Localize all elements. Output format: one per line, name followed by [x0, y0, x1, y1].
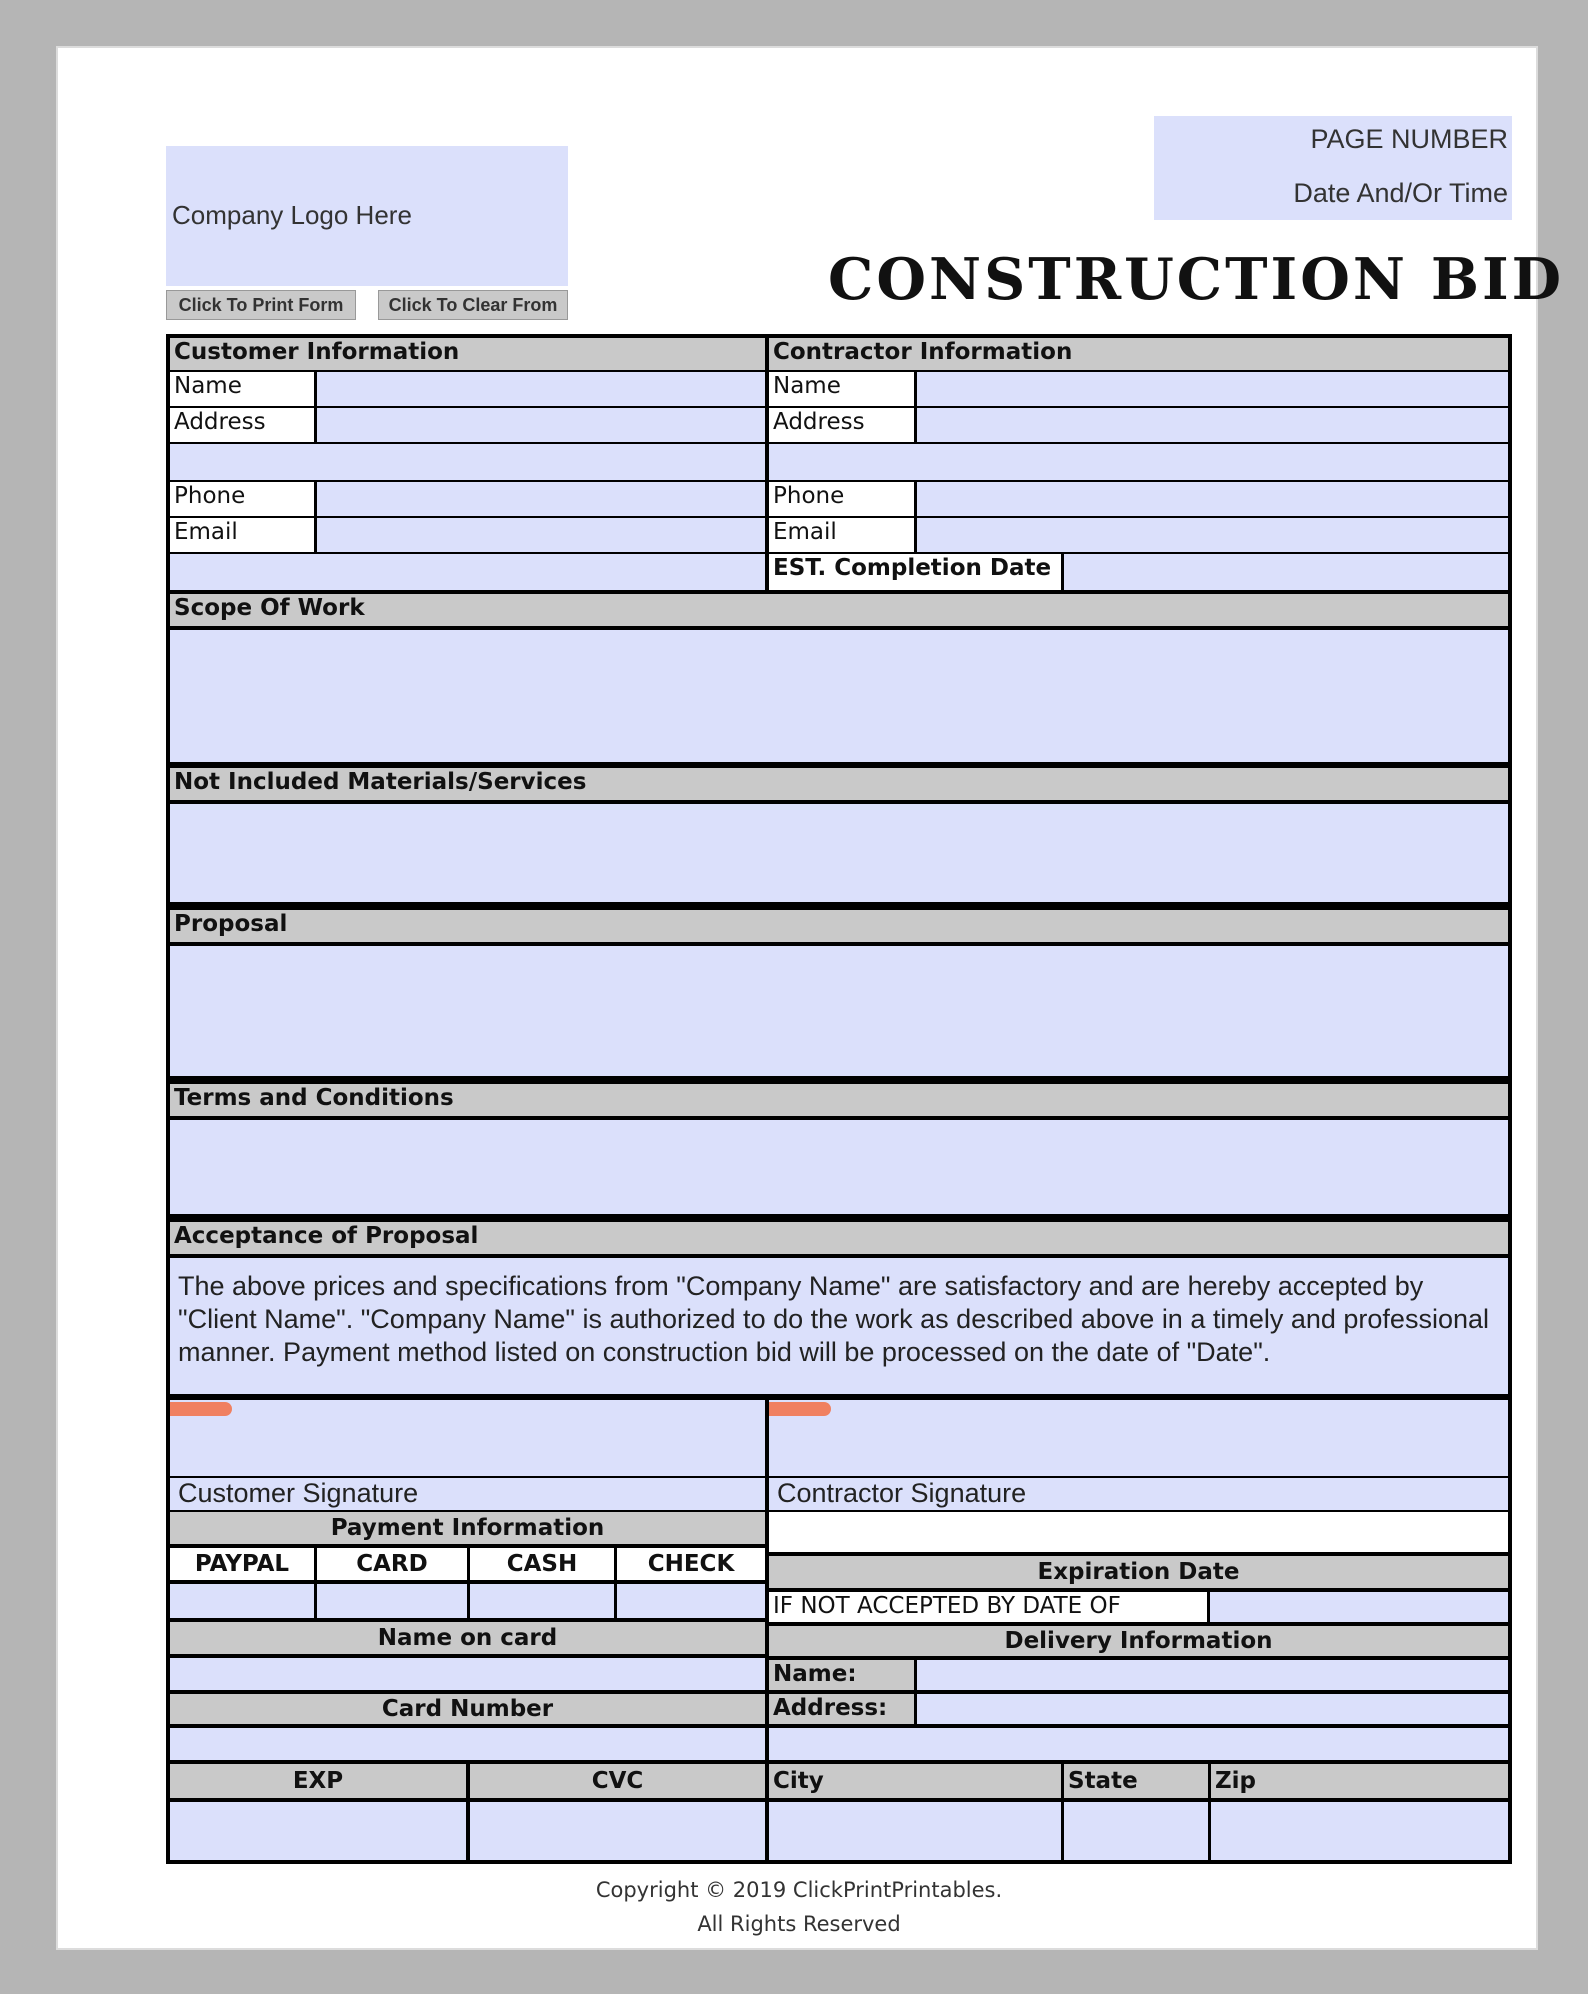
- delivery-address-field[interactable]: [917, 1694, 1508, 1724]
- page-info-box[interactable]: [1154, 116, 1512, 220]
- not-included-field[interactable]: [170, 804, 1508, 902]
- expiration-label: IF NOT ACCEPTED BY DATE OF: [769, 1592, 1207, 1622]
- name-on-card-field[interactable]: [170, 1658, 765, 1690]
- acceptance-text: The above prices and specifications from "Company Name" are satisfactory and are hereby accepted by "Client Name". "Company Name" is authorized to do the work as described above in a timely and professional manner. Payment method listed on construction bid will be processed on the date of "Date".: [170, 1258, 1508, 1394]
- cvc-field[interactable]: [470, 1802, 765, 1860]
- page-sheet: [56, 46, 1565, 1950]
- customer-extra-field[interactable]: [170, 554, 765, 590]
- card-number-field[interactable]: [170, 1728, 765, 1760]
- exp-field[interactable]: [170, 1802, 466, 1860]
- delivery-address-label: Address:: [769, 1694, 914, 1724]
- scope-heading: Scope Of Work: [170, 594, 1508, 626]
- customer-signature-field[interactable]: [170, 1400, 765, 1476]
- terms-heading: Terms and Conditions: [170, 1084, 1508, 1116]
- not-included-heading: Not Included Materials/Services: [170, 768, 1508, 800]
- customer-name-field[interactable]: [317, 372, 765, 406]
- acceptance-heading: Acceptance of Proposal: [170, 1222, 1508, 1254]
- zip-field[interactable]: [1211, 1802, 1508, 1860]
- customer-name-label: Name: [170, 372, 314, 406]
- proposal-field[interactable]: [170, 946, 1508, 1076]
- completion-date-field[interactable]: [1064, 554, 1508, 590]
- contractor-name-label: Name: [769, 372, 914, 406]
- expiration-date-field[interactable]: [1210, 1592, 1508, 1622]
- completion-date-label: EST. Completion Date: [769, 554, 1061, 590]
- state-field[interactable]: [1064, 1802, 1208, 1860]
- method-check-label: CHECK: [617, 1548, 765, 1580]
- terms-field[interactable]: [170, 1120, 1508, 1214]
- sign-here-tag: [769, 1402, 831, 1416]
- contractor-info-heading: Contractor Information: [769, 338, 1508, 370]
- card-number-heading: Card Number: [170, 1694, 765, 1724]
- rights-text: All Rights Reserved: [697, 1912, 901, 1936]
- copyright-text: Copyright © 2019 ClickPrintPrintables.: [595, 1878, 1003, 1902]
- customer-address-line2-field[interactable]: [170, 444, 765, 480]
- paypal-checkbox[interactable]: [170, 1584, 314, 1618]
- delivery-name-field[interactable]: [917, 1660, 1508, 1690]
- card-checkbox[interactable]: [317, 1584, 467, 1618]
- contractor-email-field[interactable]: [917, 518, 1508, 552]
- contractor-phone-label: Phone: [769, 482, 914, 516]
- bid-form: [166, 334, 1512, 1864]
- date-time: Date And/Or Time: [1293, 178, 1508, 208]
- zip-label: Zip: [1211, 1764, 1508, 1798]
- page-title: CONSTRUCTION BID: [828, 246, 1565, 313]
- expiration-heading: Expiration Date: [769, 1556, 1508, 1588]
- contractor-signature-field[interactable]: [769, 1400, 1508, 1476]
- contractor-name-field[interactable]: [917, 372, 1508, 406]
- logo-text: Company Logo Here: [172, 200, 412, 230]
- customer-address-field[interactable]: [317, 408, 765, 442]
- contractor-signature-label: Contractor Signature: [769, 1478, 1508, 1510]
- sign-here-tag: [170, 1402, 232, 1416]
- contractor-address-label: Address: [769, 408, 914, 442]
- check-checkbox[interactable]: [617, 1584, 765, 1618]
- customer-address-label: Address: [170, 408, 314, 442]
- cash-checkbox[interactable]: [470, 1584, 614, 1618]
- payment-heading: Payment Information: [170, 1512, 765, 1544]
- method-paypal-label: PAYPAL: [170, 1548, 314, 1580]
- scope-field[interactable]: [170, 630, 1508, 762]
- contractor-phone-field[interactable]: [917, 482, 1508, 516]
- company-logo-placeholder[interactable]: [166, 146, 568, 286]
- print-form-button[interactable]: Click To Print Form: [166, 290, 356, 320]
- clear-form-button[interactable]: Click To Clear From: [378, 290, 568, 320]
- customer-phone-label: Phone: [170, 482, 314, 516]
- delivery-name-label: Name:: [769, 1660, 914, 1690]
- state-label: State: [1064, 1764, 1208, 1798]
- customer-email-field[interactable]: [317, 518, 765, 552]
- contractor-signature-date-field[interactable]: [769, 1512, 1508, 1552]
- contractor-address-line2-field[interactable]: [769, 444, 1508, 480]
- delivery-address-line2-field[interactable]: [769, 1728, 1508, 1760]
- method-card-label: CARD: [317, 1548, 467, 1580]
- name-on-card-heading: Name on card: [170, 1622, 765, 1654]
- customer-phone-field[interactable]: [317, 482, 765, 516]
- cvc-heading: CVC: [470, 1764, 765, 1798]
- exp-heading: EXP: [170, 1764, 466, 1798]
- city-label: City: [769, 1764, 1061, 1798]
- customer-signature-label: Customer Signature: [170, 1478, 765, 1510]
- city-field[interactable]: [769, 1802, 1061, 1860]
- page-number: PAGE NUMBER: [1310, 124, 1508, 154]
- method-cash-label: CASH: [470, 1548, 614, 1580]
- customer-email-label: Email: [170, 518, 314, 552]
- delivery-heading: Delivery Information: [769, 1626, 1508, 1656]
- contractor-email-label: Email: [769, 518, 914, 552]
- customer-info-heading: Customer Information: [170, 338, 765, 370]
- contractor-address-field[interactable]: [917, 408, 1508, 442]
- proposal-heading: Proposal: [170, 910, 1508, 942]
